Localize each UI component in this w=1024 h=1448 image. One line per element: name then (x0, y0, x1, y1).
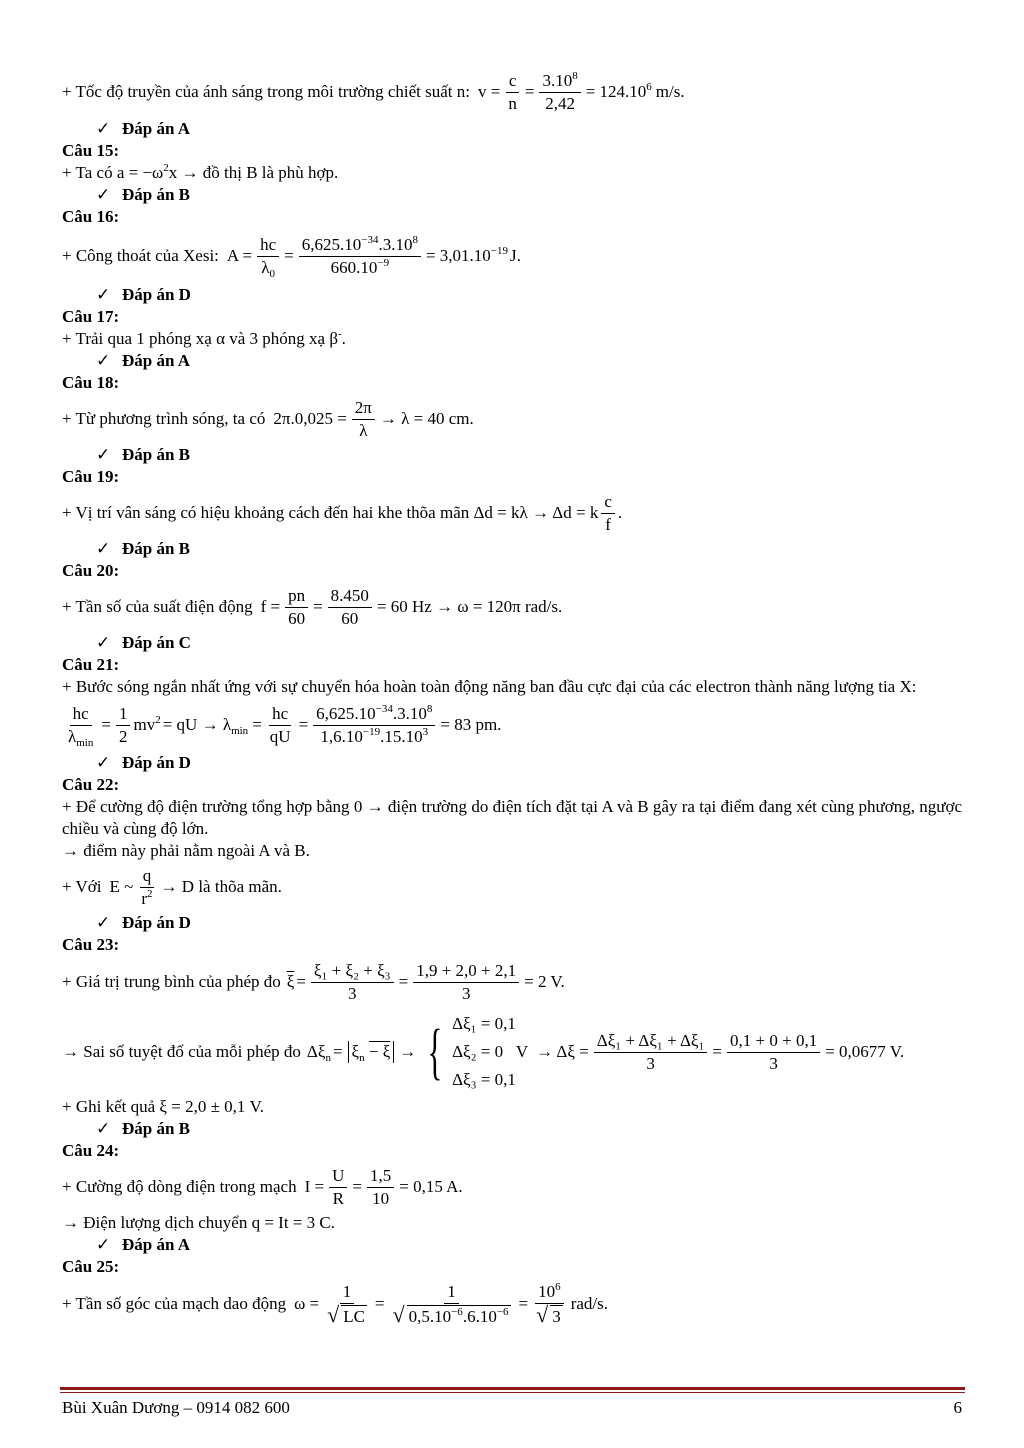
question-heading: Câu 24: (62, 1141, 120, 1160)
speed-of-light-equation: + Tốc độ truyền của ánh sáng trong môi trường chiết suất n: v = $\frac{c}{n}$ = $\frac{3.10^8}{2,42}$ = $124.10^6$ m/s. (62, 69, 685, 113)
footer-rule-thin (60, 1392, 965, 1393)
solution-page (62, 66, 962, 1330)
text-paragraph: + Bước sóng ngắn nhất ứng với sự chuyển hóa hoàn toàn động năng ban đầu cực đại của các electron thành năng lượng tia X: (62, 677, 917, 696)
checkmark-icon: ✓ (96, 913, 111, 932)
answer-line: ✓ Đáp án A (96, 119, 191, 138)
field-relation-equation: + Với E ~ $\frac{q}{r^2}$ → D là thõa mãn. (62, 865, 282, 908)
checkmark-icon: ✓ (96, 445, 111, 464)
text-line: + Trải qua 1 phóng xạ α và 3 phóng xạ β-. (62, 328, 346, 348)
case-list: Δξ₁ = 0,1 Δξ₂ = 0 V Δξ₃ = 0,1 (452, 1014, 529, 1089)
checkmark-icon: ✓ (96, 185, 111, 204)
question-heading: Câu 16: (62, 207, 120, 226)
answer-line: ✓ Đáp án A (96, 351, 191, 370)
answer-line: ✓ Đáp án B (96, 445, 191, 464)
frequency-equation: + Tần số của suất điện động f = $\frac{pn}{60}$ = $\frac{8.450}{60}$ = 60 Hz → ω = 120π rad/s. (62, 585, 563, 628)
question-heading: Câu 21: (62, 655, 120, 674)
footer-rule (60, 1387, 965, 1390)
answer-line: ✓ Đáp án B (96, 185, 191, 204)
question-heading: Câu 25: (62, 1257, 120, 1276)
checkmark-icon: ✓ (96, 1119, 111, 1138)
answer-line: ✓ Đáp án D (96, 285, 191, 304)
text-line: + Ghi kết quả ξ = 2,0 ± 0,1 V. (62, 1097, 264, 1116)
fringe-equation: + Vị trí vân sáng có hiệu khoảng cách đến hai khe thõa mãn Δd = kλ → Δd = k $\frac{c}{f}$ . (62, 491, 623, 534)
question-heading: Câu 17: (62, 307, 120, 326)
answer-line: ✓ Đáp án D (96, 913, 191, 932)
footer-author: Bùi Xuân Dương – 0914 082 600 (62, 1398, 290, 1417)
answer-line: ✓ Đáp án C (96, 633, 191, 652)
question-heading: Câu 23: (62, 935, 120, 954)
mean-value-equation: + Giá trị trung bình của phép đo $\overline{\xi}$ = $\frac{\text{ξ₁ + ξ₂ + ξ₃}}{3}$ = $\frac{1,9 + 2,0 + 2,1}{3}$ = 2 V. (62, 960, 565, 1003)
checkmark-icon: ✓ (96, 285, 111, 304)
checkmark-icon: ✓ (96, 1235, 111, 1254)
question-heading: Câu 19: (62, 467, 120, 486)
wave-equation: + Từ phương trình sóng, ta có 2π.0,025 = $\frac{2\pi}{\lambda}$ → λ = 40 cm. (62, 397, 474, 440)
page-number: 6 (953, 1398, 962, 1417)
question-heading: Câu 15: (62, 141, 120, 160)
question-heading: Câu 20: (62, 561, 120, 580)
text-paragraph: + Để cường độ điện trường tổng hợp bằng 0 → điện trường do điện tích đặt tại A và B gây ra tại điểm đang xét cùng phương, ngược chiều và cùng độ lớn. (62, 797, 962, 838)
left-brace-icon: { (427, 1018, 443, 1086)
fraction: $\frac{3.10^8}{2,42}$ (539, 71, 580, 114)
checkmark-icon: ✓ (96, 753, 111, 772)
checkmark-icon: ✓ (96, 351, 111, 370)
checkmark-icon: ✓ (96, 633, 111, 652)
square-root-icon: √ (327, 1301, 340, 1327)
text-line: → Điện lượng dịch chuyển q = It = 3 C. (62, 1213, 335, 1232)
square-root-icon: √ (536, 1301, 549, 1327)
current-equation: + Cường độ dòng điện trong mạch I = $\frac{U}{R}$ = $\frac{1,5}{10}$ = 0,15 A. (62, 1165, 463, 1208)
checkmark-icon: ✓ (96, 119, 111, 138)
checkmark-icon: ✓ (96, 539, 111, 558)
work-function-equation: + Công thoát của Xesi: A = $\frac{hc}{\lambda_0}$ = $\frac{6,625.10^{-34}.3.10^8}{660.10^{-9}}$ = $3,01.10^{-19}$ J. (62, 233, 521, 280)
answer-line: ✓ Đáp án A (96, 1235, 191, 1254)
absolute-error-equation: → Sai số tuyệt đố của mỗi phép đo $\Delta\xi_n$ = $\xi_n - \xi$ → { Δξ₁ = 0,1 Δξ₂ = 0 V Δξ₃ = 0,1 → Δξ = $\frac{\text{Δξ₁ + Δξ₁ + Δξ₁}}{3}$ = $\frac{0,1 + 0 + 0,1}{3}$ = 0,0677 V. (62, 1008, 962, 1096)
answer-line: ✓ Đáp án D (96, 753, 191, 772)
question-heading: Câu 18: (62, 373, 120, 392)
square-root-icon: √ (392, 1301, 405, 1327)
text-line: → điểm này phải nằm ngoài A và B. (62, 841, 310, 860)
answer-line: ✓ Đáp án B (96, 539, 191, 558)
answer-line: ✓ Đáp án B (96, 1119, 191, 1138)
fraction: $\frac{c}{n}$ (505, 71, 520, 114)
question-heading: Câu 22: (62, 775, 120, 794)
min-wavelength-equation: $\frac{hc}{\lambda_{min}}$ = $\frac{1}{2}$ $mv^2$ = qU → $\lambda_{min}$ = $\frac{hc}{qU}$ = $\frac{6,625.10^{-34}.3.10^8}{1,6.10^{-19}.15.10^3}$ = 83 pm. (68, 702, 502, 749)
text-line: + Ta có $a = -\omega^2x$ → đồ thị B là phù hợp. (62, 162, 339, 182)
angular-frequency-equation: + Tần số góc của mạch dao động ω = $\frac{1}{√ LC}$ = $\frac{1}{√ 0,5.10^{-6}.6.10^{-6}}$ = $\frac{10^6}{√ 3}$ rad/s. (62, 1280, 608, 1327)
